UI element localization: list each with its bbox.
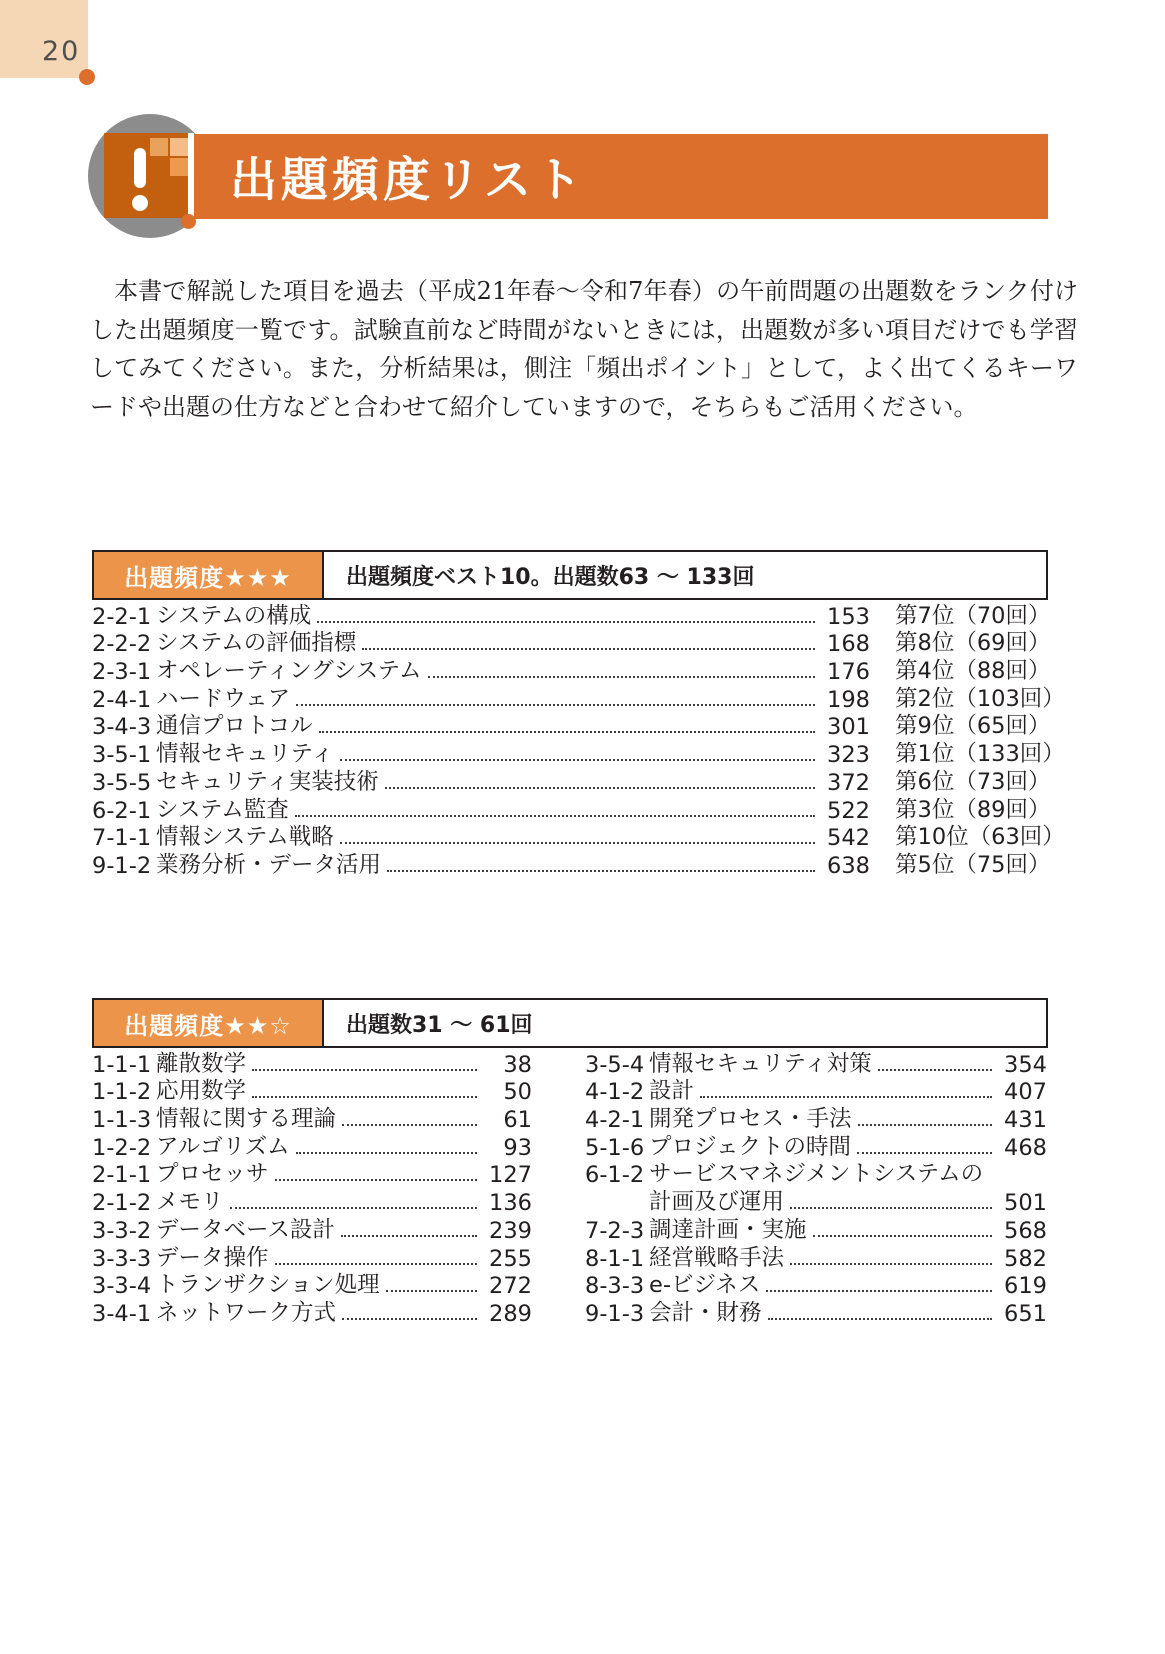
item-rank: 第10位（63回）	[895, 824, 1065, 851]
section-description: 出題頻度ベスト10。出題数63 ～ 133回	[346, 564, 755, 590]
dot-leader	[275, 1179, 477, 1181]
item-page-number: 50	[503, 1079, 532, 1106]
item-rank: 第8位（69回）	[895, 630, 1051, 657]
item-page-number: 168	[827, 631, 870, 658]
dot-leader	[342, 1318, 477, 1320]
section-header-2stars	[92, 998, 1048, 1048]
dot-leader	[790, 1207, 992, 1209]
item-page-number: 61	[503, 1107, 532, 1134]
item-code: 6-2-1	[92, 797, 152, 824]
item-rank: 第1位（133回）	[895, 741, 1065, 768]
item-title: 離散数学	[156, 1050, 247, 1077]
item-title: システムの構成	[156, 602, 312, 629]
dot-leader	[387, 870, 815, 872]
item-title: トランザクション処理	[156, 1272, 380, 1299]
item-code: 9-1-3	[585, 1300, 645, 1327]
item-code: 2-1-2	[92, 1190, 152, 1217]
item-title: ネットワーク方式	[156, 1299, 337, 1326]
item-page-number: 542	[827, 825, 870, 852]
page-number: 20	[42, 36, 81, 67]
item-code: 6-1-2	[585, 1162, 645, 1189]
item-page-number: 372	[827, 769, 870, 796]
dot-leader	[342, 1124, 477, 1126]
dot-leader	[813, 1235, 992, 1237]
item-code: 2-2-1	[92, 603, 152, 630]
dot-leader	[858, 1124, 992, 1126]
item-title: 開発プロセス・手法	[649, 1106, 852, 1133]
item-page-number: 198	[827, 686, 870, 713]
item-page-number: 582	[1004, 1245, 1047, 1272]
corner-dot-icon	[79, 69, 95, 85]
item-page-number: 354	[1004, 1051, 1047, 1078]
item-code: 3-4-1	[92, 1300, 152, 1327]
dot-leader	[341, 1235, 477, 1237]
dot-leader	[252, 1069, 477, 1071]
item-code: 1-2-2	[92, 1134, 152, 1161]
dot-leader	[385, 787, 815, 789]
dot-leader	[296, 704, 815, 706]
dot-leader	[362, 648, 815, 650]
intro-paragraph: 本書で解説した項目を過去（平成21年春～令和7年春）の午前問題の出題数をランク付けした出題頻度一覧です。試験直前など時間がないときには，出題数が多い項目だけでも学習してみてください。また，分析結果は，側注「頻出ポイント」として，よく出てくるキーワードや出題の仕方などと合わせて紹介していますので，そちらもご活用ください。	[90, 277, 1078, 421]
item-code: 3-5-5	[92, 769, 152, 796]
dot-leader	[428, 676, 815, 678]
banner-dot-icon	[181, 214, 196, 229]
item-code: 8-1-1	[585, 1245, 645, 1272]
frequency-list-right-column	[585, 1050, 1047, 1327]
item-title: 情報セキュリティ対策	[649, 1050, 872, 1077]
item-title: ハードウェア	[156, 685, 291, 712]
item-code: 4-1-2	[585, 1079, 645, 1106]
item-title: 調達計画・実施	[649, 1216, 807, 1243]
item-page-number: 127	[489, 1162, 532, 1189]
item-code: 2-2-2	[92, 631, 152, 658]
item-page-number: 93	[503, 1134, 532, 1161]
item-page-number: 651	[1004, 1300, 1047, 1327]
item-title: データ操作	[156, 1244, 269, 1271]
item-title: 情報システム戦略	[156, 824, 334, 851]
page-title: 出題頻度リスト	[230, 153, 587, 208]
dot-leader	[857, 1152, 992, 1154]
item-page-number: 431	[1004, 1107, 1047, 1134]
title-banner	[194, 134, 1048, 219]
dot-leader	[768, 1318, 992, 1320]
dot-leader	[319, 731, 815, 733]
item-code: 5-1-6	[585, 1134, 645, 1161]
dot-leader	[766, 1290, 992, 1292]
item-title: システムの評価指標	[156, 630, 357, 657]
item-code: 7-2-3	[585, 1217, 645, 1244]
item-page-number: 568	[1004, 1217, 1047, 1244]
item-code: 3-4-3	[92, 714, 152, 741]
item-code: 3-3-2	[92, 1217, 152, 1244]
item-title: データベース設計	[156, 1216, 335, 1243]
exclamation-bar	[134, 148, 146, 188]
dot-leader	[386, 1290, 477, 1292]
item-title: 情報セキュリティ	[156, 741, 334, 768]
item-title: システム監査	[156, 796, 289, 823]
item-page-number: 153	[827, 603, 870, 630]
page-corner-block	[0, 0, 88, 78]
dot-leader	[317, 621, 815, 623]
list-item	[585, 1299, 1047, 1327]
item-page-number: 522	[827, 797, 870, 824]
dot-leader	[700, 1096, 992, 1098]
item-page-number: 176	[827, 659, 870, 686]
dot-leader	[340, 842, 815, 844]
item-page-number: 136	[489, 1190, 532, 1217]
frequency-badge-3stars: 出題頻度★★★	[94, 552, 324, 598]
item-code: 3-5-4	[585, 1051, 645, 1078]
item-page-number: 239	[489, 1217, 532, 1244]
item-rank: 第2位（103回）	[895, 685, 1065, 712]
frequency-list-top10	[92, 602, 1065, 879]
item-code: 7-1-1	[92, 825, 152, 852]
item-title: 設計	[649, 1078, 695, 1105]
item-title: プロジェクトの時間	[649, 1133, 852, 1160]
item-title: e-ビジネス	[649, 1272, 761, 1299]
item-title: アルゴリズム	[156, 1133, 290, 1160]
item-title: メモリ	[156, 1189, 224, 1216]
item-rank: 第4位（88回）	[895, 658, 1051, 685]
item-page-number: 407	[1004, 1079, 1047, 1106]
item-page-number: 468	[1004, 1134, 1047, 1161]
item-page-number: 619	[1004, 1273, 1047, 1300]
item-title: セキュリティ実装技術	[156, 768, 379, 795]
dot-leader	[790, 1263, 992, 1265]
item-code: 2-3-1	[92, 659, 152, 686]
item-title: 会計・財務	[649, 1299, 762, 1326]
item-rank: 第9位（65回）	[895, 713, 1051, 740]
list-item	[92, 1299, 532, 1327]
item-title: オペレーティングシステム	[156, 658, 422, 685]
item-title: 応用数学	[156, 1078, 247, 1105]
item-rank: 第6位（73回）	[895, 768, 1051, 795]
dot-leader	[878, 1069, 992, 1071]
dot-leader	[296, 1152, 477, 1154]
item-page-number: 289	[489, 1300, 532, 1327]
dot-leader	[230, 1207, 477, 1209]
item-code: 4-2-1	[585, 1107, 645, 1134]
item-title: 通信プロトコル	[156, 713, 313, 740]
exclamation-icon	[104, 133, 194, 218]
item-code: 1-1-3	[92, 1107, 152, 1134]
item-title: サービスマネジメントシステムの	[649, 1161, 984, 1188]
item-page-number: 301	[827, 714, 870, 741]
section-description: 出題数31 ～ 61回	[346, 1012, 533, 1038]
item-code: 9-1-2	[92, 852, 152, 879]
item-code: 1-1-1	[92, 1051, 152, 1078]
item-title: 情報に関する理論	[156, 1106, 337, 1133]
item-code: 3-3-4	[92, 1273, 152, 1300]
exclamation-dot	[132, 195, 148, 211]
item-page-number: 323	[827, 742, 870, 769]
item-code: 2-1-1	[92, 1162, 152, 1189]
item-title: プロセッサ	[156, 1161, 269, 1188]
item-page-number: 272	[489, 1273, 532, 1300]
dot-leader	[252, 1096, 477, 1098]
grid-square-icon	[170, 138, 188, 156]
frequency-list-left-column	[92, 1050, 532, 1327]
frequency-badge-2stars: 出題頻度★★☆	[94, 1000, 324, 1046]
grid-square-icon	[170, 158, 188, 176]
item-code: 2-4-1	[92, 686, 152, 713]
grid-square-icon	[150, 138, 168, 156]
item-page-number: 501	[1004, 1190, 1047, 1217]
item-page-number: 255	[489, 1245, 532, 1272]
item-code: 8-3-3	[585, 1273, 645, 1300]
item-title: 業務分析・データ活用	[156, 851, 382, 878]
item-code: 1-1-2	[92, 1079, 152, 1106]
item-page-number: 638	[827, 852, 870, 879]
section-header-top10	[92, 550, 1048, 600]
item-title: 計画及び運用	[649, 1189, 785, 1216]
list-item	[92, 851, 1051, 879]
item-page-number: 38	[503, 1051, 532, 1078]
item-code: 3-5-1	[92, 742, 152, 769]
item-title: 経営戦略手法	[649, 1244, 785, 1271]
dot-leader	[295, 815, 815, 817]
item-rank: 第7位（70回）	[895, 602, 1051, 629]
item-rank: 第3位（89回）	[895, 796, 1051, 823]
dot-leader	[275, 1263, 477, 1265]
item-rank: 第5位（75回）	[895, 851, 1051, 878]
item-code: 3-3-3	[92, 1245, 152, 1272]
dot-leader	[340, 759, 815, 761]
